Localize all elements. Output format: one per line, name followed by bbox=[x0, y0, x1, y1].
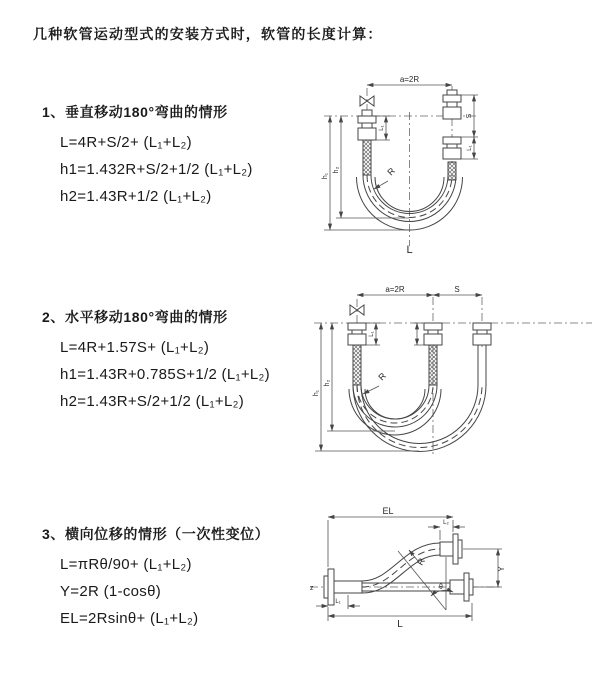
dim-label-l1-left: L₁ bbox=[379, 125, 385, 131]
section-1-heading: 1、垂直移动180°弯曲的情形 bbox=[42, 104, 228, 120]
dim-label-a2r: a=2R bbox=[399, 75, 420, 84]
dim-label-l: L bbox=[397, 619, 403, 630]
dimension-l2 bbox=[428, 520, 465, 540]
angle-theta bbox=[398, 551, 453, 610]
dim-label-h1: h₁ bbox=[313, 389, 320, 397]
right-pipe-fitting bbox=[473, 323, 491, 345]
dim-label-h1: h₁ bbox=[322, 172, 329, 180]
centerline-z-mark: z bbox=[310, 585, 314, 592]
formula-h1: h1=1.432R+S/2+1/2 (L₁+L₂) bbox=[60, 161, 253, 178]
dim-label-l1: L₁ bbox=[335, 599, 341, 605]
dimension-l1-middle bbox=[414, 323, 424, 345]
dim-label-l: L bbox=[406, 244, 413, 256]
dim-label-h2: h₂ bbox=[324, 379, 331, 387]
pipe-walls bbox=[353, 345, 486, 385]
dimension-s-right bbox=[461, 95, 478, 159]
dim-label-l1: L₁ bbox=[369, 331, 375, 337]
formula-L: L=πRθ/90+ (L₁+L₂) bbox=[60, 556, 192, 573]
dim-label-el: EL bbox=[382, 506, 394, 516]
dim-label-l1-right: L₁ bbox=[467, 145, 473, 151]
dimension-l bbox=[328, 603, 472, 630]
dimension-a2r bbox=[367, 75, 452, 85]
formula-L: L=4R+1.57S+ (L₁+L₂) bbox=[60, 339, 210, 356]
formula-Y: Y=2R (1-cosθ) bbox=[60, 583, 162, 600]
dim-label-y: Y bbox=[497, 566, 506, 572]
dimension-l1-left bbox=[366, 323, 380, 345]
formula-h2: h2=1.43R+S/2+1/2 (L₁+L₂) bbox=[60, 393, 245, 410]
left-pipe-fitting bbox=[348, 323, 366, 345]
section-2-heading: 2、水平移动180°弯曲的情形 bbox=[42, 309, 228, 325]
diagram-vertical-180-bend bbox=[310, 72, 600, 257]
dim-label-r: R bbox=[385, 165, 398, 178]
dim-label-a2r: a=2R bbox=[385, 285, 405, 294]
hose-arcs-position2 bbox=[353, 385, 486, 452]
radius-callout bbox=[374, 165, 397, 189]
dimension-a2r-s bbox=[357, 285, 482, 295]
right-pipe-fitting-upper bbox=[443, 90, 461, 119]
section-lateral-displacement bbox=[42, 524, 269, 636]
dim-label-r: R bbox=[415, 556, 427, 567]
diagram-lateral-displacement bbox=[300, 503, 600, 643]
section-horizontal-movement bbox=[42, 307, 270, 419]
dim-label-theta: θ bbox=[439, 584, 443, 591]
formula-L: L=4R+S/2+ (L₁+L₂) bbox=[60, 134, 192, 151]
dimension-l1-left bbox=[376, 116, 390, 140]
page-title: 几种软管运动型式的安装方式时，软管的长度计算： bbox=[33, 26, 383, 42]
hose-arcs-position1 bbox=[349, 385, 441, 435]
formula-h1: h1=1.43R+0.785S+1/2 (L₁+L₂) bbox=[60, 366, 270, 383]
dim-label-s: S bbox=[454, 285, 460, 294]
hose-s-curve bbox=[362, 543, 440, 593]
dimension-l1 bbox=[316, 595, 360, 609]
dimension-el bbox=[328, 506, 453, 567]
formula-EL: EL=2Rsinθ+ (L₁+L₂) bbox=[60, 610, 199, 627]
dim-label-l2: L₂ bbox=[443, 520, 449, 526]
dim-label-r: R bbox=[376, 370, 389, 383]
dim-label-h2: h₂ bbox=[333, 166, 340, 174]
left-flange bbox=[324, 569, 362, 605]
section-vertical-movement bbox=[42, 102, 253, 214]
middle-pipe-fitting bbox=[424, 323, 442, 345]
right-pipe-fitting-lower bbox=[443, 137, 461, 159]
dim-label-s: S bbox=[466, 113, 473, 119]
diagram-horizontal-180-bend bbox=[300, 283, 600, 465]
braided-hose-ends bbox=[353, 345, 437, 385]
upper-flange-displaced bbox=[440, 534, 462, 564]
left-pipe-fitting bbox=[358, 110, 376, 140]
radius-callout bbox=[363, 370, 388, 394]
section-3-heading: 3、横向位移的情形（一次性变位） bbox=[42, 526, 270, 542]
formula-h2: h2=1.43R+1/2 (L₁+L₂) bbox=[60, 188, 212, 205]
